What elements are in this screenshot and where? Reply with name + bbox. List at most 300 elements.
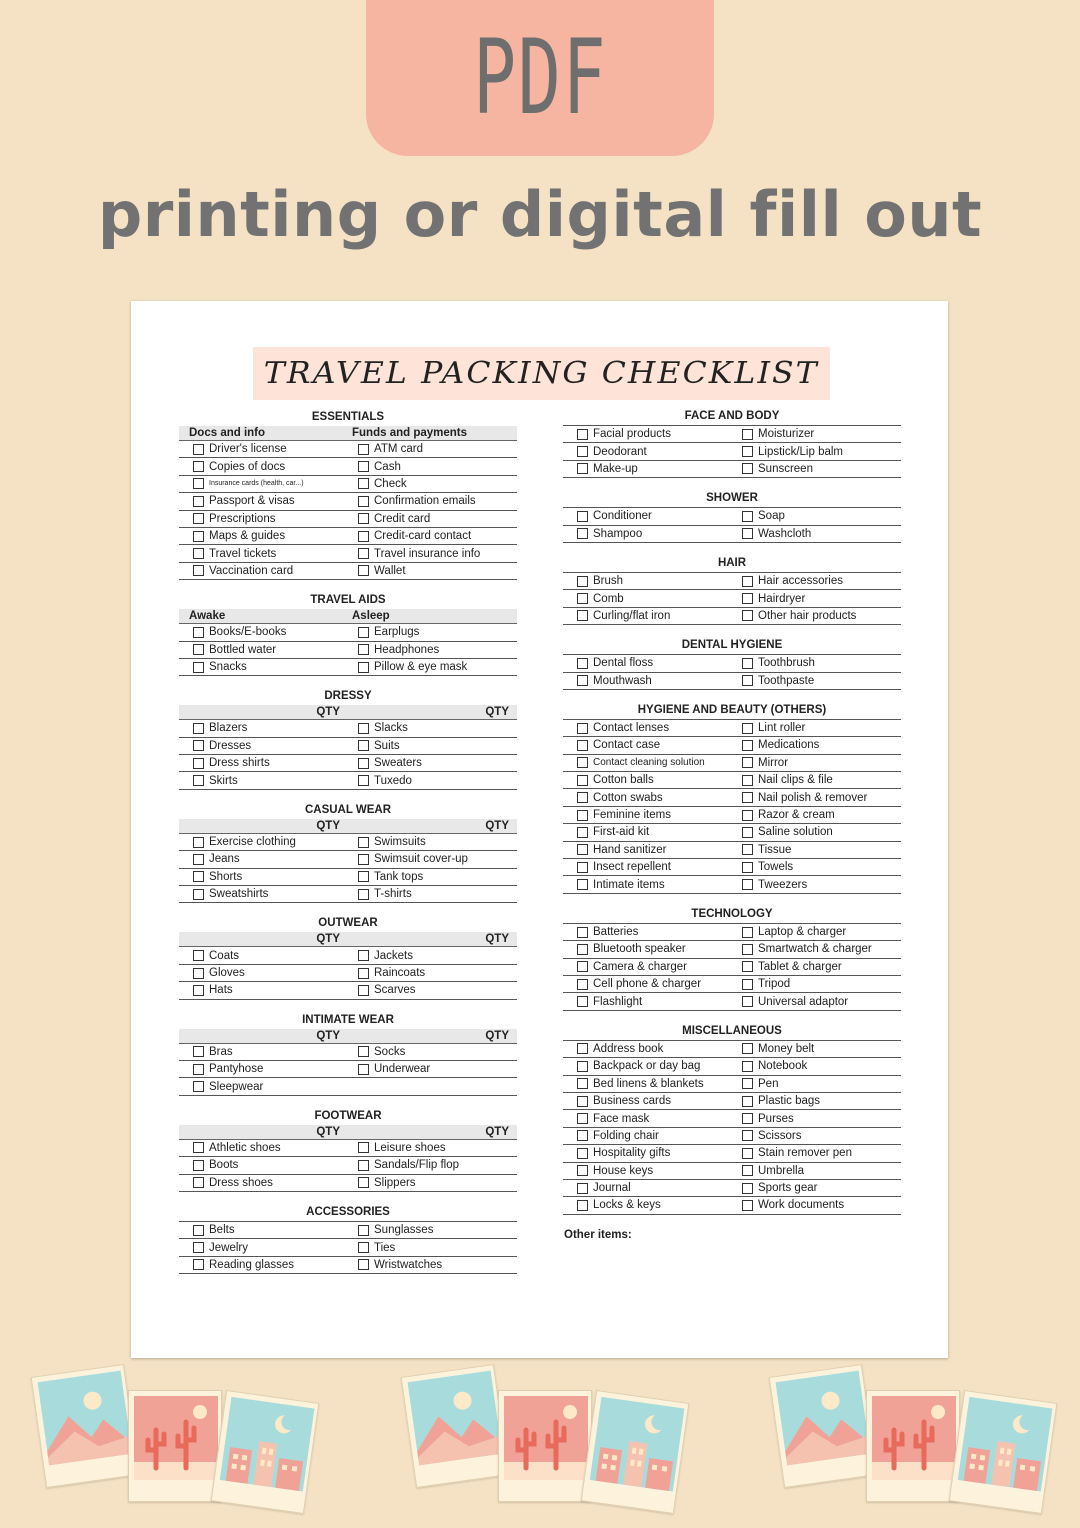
checkbox[interactable] [358,513,369,524]
checkbox[interactable] [358,1242,369,1253]
item-column [732,508,901,543]
item-grid [563,924,901,1011]
item-column [348,624,517,676]
checkbox[interactable] [742,775,753,786]
checklist-item-label: Credit card [374,512,431,525]
checkbox[interactable] [193,513,204,524]
checklist-item [563,590,732,607]
checklist-item [732,1145,901,1162]
checklist-item [732,859,901,876]
section-title: FACE AND BODY [684,410,780,422]
checkbox[interactable] [577,979,588,990]
checklist-item-label: Work documents [758,1199,845,1212]
checklist-item [179,851,348,868]
checklist-item-label: Hair accessories [758,575,843,588]
checkbox[interactable] [577,1148,588,1159]
checklist-item [348,869,517,886]
checkbox[interactable] [193,889,204,900]
item-column [179,947,348,999]
checklist-item [179,886,348,903]
checklist-item-label: Sleepwear [209,1080,264,1093]
checkbox[interactable] [193,1064,204,1075]
checkbox[interactable] [577,775,588,786]
checklist-item-label: Snacks [209,661,247,674]
checkbox[interactable] [577,1061,588,1072]
checkbox[interactable] [358,1177,369,1188]
checkbox[interactable] [577,1165,588,1176]
checklist-item [179,1157,348,1174]
item-column [563,508,732,543]
checklist-item [348,851,517,868]
checkbox[interactable] [742,675,753,686]
checklist-item [563,859,732,876]
checklist-item [348,659,517,676]
checkbox[interactable] [742,996,753,1007]
checklist-item [348,772,517,789]
checkbox[interactable] [577,723,588,734]
section-title: DENTAL HYGIENE [681,639,783,652]
checklist-item-label: Raincoats [374,967,426,979]
checkbox[interactable] [742,1148,753,1159]
checkbox[interactable] [742,961,753,972]
subheader-left: Awake [189,610,226,623]
section-title: SHOWER [706,492,758,505]
checklist-item-label: Scarves [374,984,416,997]
checklist-item [563,824,732,841]
checklist-item [179,624,348,641]
checklist-item [179,528,348,545]
checklist-item [732,755,901,772]
pdf-badge [366,0,714,156]
checklist-item-label: Jackets [374,949,413,962]
checkbox[interactable] [358,758,369,769]
checklist-item-label: Hand sanitizer [593,843,667,856]
checkbox[interactable] [193,627,204,638]
checklist-item [179,642,348,659]
checkbox[interactable] [193,985,204,996]
spacer [179,1000,517,1012]
checklist-item-label: Facial products [593,428,671,441]
checklist-item [563,1128,732,1145]
checklist-item [732,876,901,893]
section-technology [563,906,901,1011]
subheader-left: QTY [316,933,340,946]
item-grid [179,947,517,999]
checkbox[interactable] [742,723,753,734]
checkbox[interactable] [577,528,588,539]
subheader-left: QTY [316,706,340,719]
checkbox[interactable] [742,757,753,768]
item-column [348,441,517,580]
checkbox[interactable] [577,792,588,803]
section-intimate-wear [179,1012,517,1096]
checkbox[interactable] [358,871,369,882]
checkbox[interactable] [742,446,753,457]
checklist-item-label: Locks & keys [593,1199,661,1212]
checklist-item-label: Tank tops [374,870,424,883]
left-column [179,409,517,1274]
checkbox[interactable] [358,496,369,507]
checkbox[interactable] [577,1113,588,1124]
sheet-title: TRAVEL PACKING CHECKLIST [263,356,819,391]
section-essentials [179,409,517,580]
checklist-item [732,655,901,672]
checklist-item-label: Dresses [209,739,252,752]
item-column [348,947,517,999]
checkbox[interactable] [358,740,369,751]
checklist-item-label: Socks [374,1045,406,1058]
checklist-item [732,1163,901,1180]
checklist-item-label: Jeans [209,853,240,866]
checklist-item-label: Dental floss [593,657,654,670]
checkbox[interactable] [742,740,753,751]
checklist-item [348,738,517,755]
checklist-item [179,834,348,851]
checkbox[interactable] [742,862,753,873]
checklist-item [348,1257,517,1274]
checklist-item [179,1175,348,1192]
checklist-item [179,982,348,999]
checkbox[interactable] [358,565,369,576]
section-subheader [179,1125,517,1140]
checklist-item-label: Wallet [374,564,406,577]
cactus-photo-icon [866,1390,960,1502]
checkbox[interactable] [358,461,369,472]
checkbox[interactable] [577,610,588,621]
checklist-item [732,941,901,958]
checkbox[interactable] [193,531,204,542]
checklist-item-label: Flashlight [593,995,643,1008]
checklist-item-label: Towels [758,861,794,874]
checkbox[interactable] [742,1183,753,1194]
checkbox[interactable] [577,463,588,474]
checklist-item-label: Shorts [209,870,243,883]
checklist-item-label: House keys [593,1164,654,1177]
checklist-item-label: Sweaters [374,757,422,770]
checkbox[interactable] [742,1061,753,1072]
checkbox[interactable] [742,1130,753,1141]
checklist-item-label: Smartwatch & charger [758,943,872,956]
checklist-item-label: Bottled water [209,643,277,656]
section-accessories [179,1204,517,1274]
spacer [179,1192,517,1204]
checkbox[interactable] [193,1160,204,1171]
checklist-item-label: Curling/flat iron [593,609,671,622]
spacer [563,894,901,906]
checkbox[interactable] [742,658,753,669]
checklist-item [179,1239,348,1256]
checkbox[interactable] [358,1225,369,1236]
checkbox[interactable] [577,429,588,440]
checkbox[interactable] [577,511,588,522]
checklist-item [348,1140,517,1157]
checkbox[interactable] [358,444,369,455]
section-hair [563,555,901,625]
checklist-item [179,1078,348,1095]
checkbox[interactable] [358,662,369,673]
checklist-item-label: Soap [758,510,785,523]
checkbox[interactable] [742,1165,753,1176]
checklist-item-label: T-shirts [374,888,412,901]
checkbox[interactable] [358,1046,369,1057]
section-title: ESSENTIALS [311,411,385,423]
checkbox[interactable] [193,1225,204,1236]
checklist-item [348,563,517,580]
section-miscellaneous [563,1023,901,1215]
checkbox[interactable] [577,862,588,873]
checklist-item [732,1058,901,1075]
checklist-item [563,1076,732,1093]
checkbox[interactable] [358,1259,369,1270]
checklist-item-label: First-aid kit [593,826,650,839]
checkbox[interactable] [742,827,753,838]
section-hygiene-and-beauty-others [563,702,901,894]
checklist-item-label: Underwear [374,1063,431,1076]
checkbox[interactable] [358,854,369,865]
checkbox[interactable] [577,1200,588,1211]
checkbox[interactable] [742,810,753,821]
checklist-item [179,1044,348,1061]
checkbox[interactable] [358,1142,369,1153]
checklist-item [732,807,901,824]
checkbox[interactable] [577,827,588,838]
pdf-badge-label: PDF [472,17,608,137]
checklist-item [348,528,517,545]
checkbox[interactable] [577,879,588,890]
checkbox[interactable] [742,927,753,938]
checkbox[interactable] [358,837,369,848]
checklist-item-label: Conditioner [593,510,652,523]
checkbox[interactable] [358,531,369,542]
checklist-item [348,982,517,999]
checkbox[interactable] [193,662,204,673]
checklist-item-label: Boots [209,1159,239,1172]
checklist-item-label: Reading glasses [209,1258,295,1271]
checkbox[interactable] [742,511,753,522]
checkbox[interactable] [193,565,204,576]
item-grid [179,720,517,790]
checkbox[interactable] [358,548,369,559]
section-title: FOOTWEAR [314,1109,382,1122]
checkbox[interactable] [193,1259,204,1270]
checkbox[interactable] [742,879,753,890]
checkbox[interactable] [358,968,369,979]
checklist-sheet [131,301,948,1358]
checkbox[interactable] [577,757,588,768]
checklist-item-label: Coats [209,949,240,962]
checkbox[interactable] [577,961,588,972]
spacer [179,790,517,802]
sheet-title-box [253,347,830,400]
item-column [179,1222,348,1274]
checklist-item [563,941,732,958]
checkbox[interactable] [742,792,753,803]
checkbox[interactable] [577,810,588,821]
checkbox[interactable] [193,1142,204,1153]
checkbox[interactable] [742,1096,753,1107]
checkbox[interactable] [577,1130,588,1141]
checklist-item [563,993,732,1010]
item-grid [563,655,901,690]
checklist-item [563,608,732,625]
item-column [348,1140,517,1192]
checkbox[interactable] [577,446,588,457]
checkbox[interactable] [742,1078,753,1089]
checkbox[interactable] [193,837,204,848]
checklist-item-label: Other hair products [758,609,857,622]
checklist-item [732,1076,901,1093]
section-subheader [179,609,517,624]
checkbox[interactable] [742,1200,753,1211]
checkbox[interactable] [193,758,204,769]
checklist-item [563,924,732,941]
item-column [348,1222,517,1274]
checklist-item-label: Mirror [758,756,789,769]
checkbox[interactable] [577,944,588,955]
checklist-item [563,443,732,460]
checkbox[interactable] [577,844,588,855]
checkbox[interactable] [193,1081,204,1092]
checkbox[interactable] [577,1078,588,1089]
checkbox[interactable] [577,658,588,669]
checkbox[interactable] [193,968,204,979]
item-grid [563,426,901,478]
section-title: INTIMATE WEAR [302,1013,394,1026]
section-title: DRESSY [324,690,372,703]
checklist-item-label: Toothbrush [758,657,815,670]
item-column [348,720,517,790]
checkbox[interactable] [577,576,588,587]
checkbox[interactable] [193,644,204,655]
checkbox[interactable] [193,775,204,786]
checkbox[interactable] [193,548,204,559]
item-column [563,655,732,690]
checklist-item [732,924,901,941]
checkbox[interactable] [577,927,588,938]
checkbox[interactable] [193,854,204,865]
checklist-item [732,824,901,841]
checklist-item [179,458,348,475]
checkbox[interactable] [193,723,204,734]
checklist-item [732,976,901,993]
checkbox[interactable] [193,950,204,961]
checklist-item [563,755,732,772]
checkbox[interactable] [358,627,369,638]
checkbox[interactable] [193,1177,204,1188]
checkbox[interactable] [358,723,369,734]
checkbox[interactable] [193,1046,204,1057]
item-column [179,624,348,676]
spacer [179,580,517,592]
checkbox[interactable] [358,889,369,900]
checklist-item-label: Camera & charger [593,960,687,973]
checklist-item [179,545,348,562]
checkbox[interactable] [577,593,588,604]
item-grid [563,720,901,894]
checklist-item [732,720,901,737]
checkbox[interactable] [577,1043,588,1054]
checklist-item [563,508,732,525]
city-photo-icon [949,1390,1058,1514]
checklist-item-label: Razor & cream [758,809,835,822]
checklist-item-label: Deodorant [593,445,647,458]
mountain-photo-icon [769,1364,878,1488]
page-subtitle: printing or digital fill out [97,178,983,251]
photo-decoration-group-1 [30,1362,320,1528]
section-casual-wear [179,802,517,904]
checkbox[interactable] [742,944,753,955]
checkbox[interactable] [358,950,369,961]
checkbox[interactable] [358,985,369,996]
section-title: ACCESSORIES [306,1205,390,1218]
mountain-photo-icon [401,1364,510,1488]
checklist-item [563,1093,732,1110]
checkbox[interactable] [193,444,204,455]
checklist-item-label: Stain remover pen [758,1147,852,1160]
checkbox[interactable] [358,478,369,489]
checklist-item [563,1145,732,1162]
checkbox[interactable] [358,1064,369,1075]
checkbox[interactable] [577,996,588,1007]
checklist-item [179,772,348,789]
section-title: HYGIENE AND BEAUTY (OTHERS) [637,703,827,716]
subheader-left: QTY [316,819,340,832]
checkbox[interactable] [577,1183,588,1194]
checkbox[interactable] [742,429,753,440]
subheader-right: QTY [485,1125,509,1138]
checkbox[interactable] [577,740,588,751]
checkbox[interactable] [742,844,753,855]
checkbox[interactable] [742,528,753,539]
checklist-item-label: Bed linens & blankets [593,1077,704,1090]
checklist-item [348,834,517,851]
checkbox[interactable] [358,644,369,655]
checkbox[interactable] [742,576,753,587]
checklist-item-label: Comb [593,592,624,605]
checkbox[interactable] [193,740,204,751]
checkbox[interactable] [193,1242,204,1253]
checkbox[interactable] [193,496,204,507]
spacer [179,903,517,915]
checklist-item-label: Travel insurance info [374,547,481,560]
checkbox[interactable] [193,871,204,882]
checkbox[interactable] [358,1160,369,1171]
checkbox[interactable] [358,775,369,786]
item-column [563,720,732,894]
item-grid [563,573,901,625]
checkbox[interactable] [193,478,204,489]
checkbox[interactable] [193,461,204,472]
checklist-item [732,426,901,443]
checklist-item [348,1061,517,1078]
checkbox[interactable] [742,979,753,990]
item-grid [179,1222,517,1274]
checkbox[interactable] [742,1043,753,1054]
spacer [179,676,517,688]
checkbox[interactable] [742,1113,753,1124]
subheader-right: QTY [485,706,509,719]
checkbox[interactable] [742,463,753,474]
checkbox[interactable] [577,1096,588,1107]
checkbox[interactable] [742,593,753,604]
section-title: TRAVEL AIDS [310,594,386,607]
checklist-item [732,842,901,859]
subheader-left: Docs and info [189,427,266,439]
checkbox[interactable] [742,610,753,621]
checkbox[interactable] [577,675,588,686]
checklist-item [563,959,732,976]
checklist-item-label: Cell phone & charger [593,978,702,991]
